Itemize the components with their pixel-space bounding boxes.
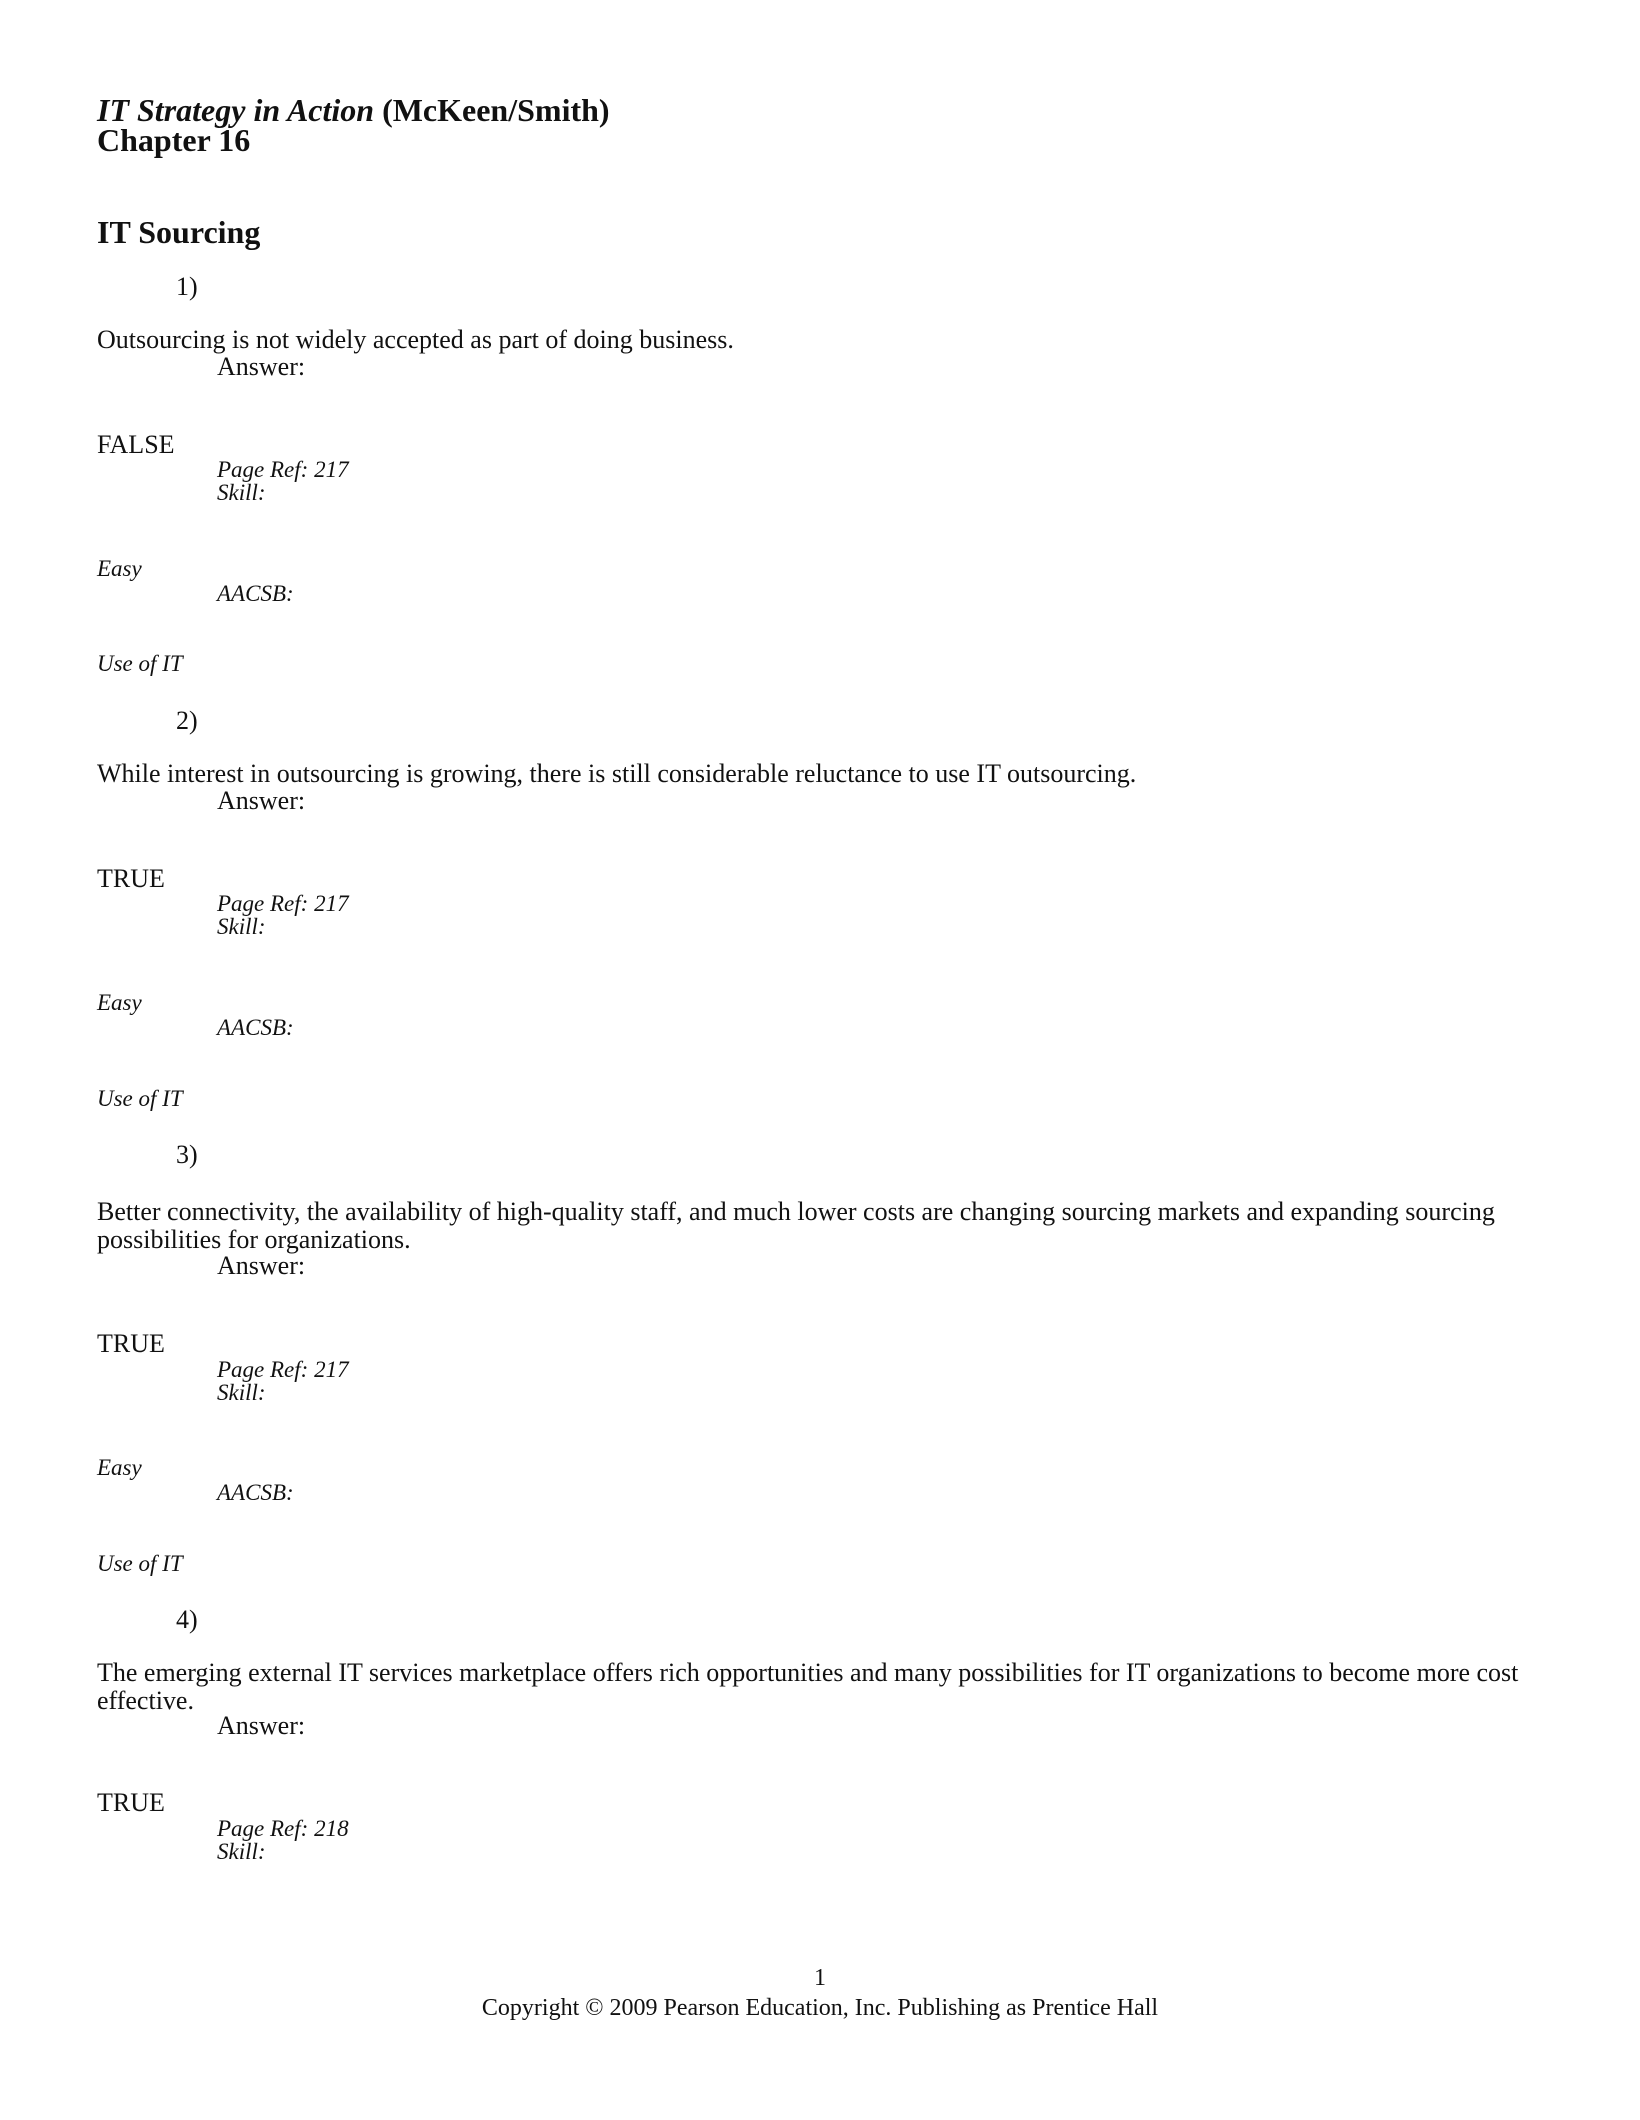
question-text: The emerging external IT services marketplace offers rich opportunities and many possibilities for IT organizations to become more cost effective.	[97, 1658, 1519, 1715]
skill-label: Skill:	[217, 1380, 266, 1405]
page-number: 1	[814, 1965, 826, 1991]
skill-value: Easy	[97, 1455, 142, 1480]
page-ref: Page Ref: 218	[217, 1816, 349, 1841]
skill-label: Skill:	[217, 480, 266, 505]
skill-label: Skill:	[217, 914, 266, 939]
answer-label: Answer:	[217, 1251, 306, 1280]
aacsb-label: AACSB:	[217, 581, 294, 606]
answer-value: FALSE	[97, 430, 175, 459]
aacsb-value: Use of IT	[97, 651, 183, 676]
question-number: 3)	[176, 1140, 198, 1169]
aacsb-value: Use of IT	[97, 1086, 183, 1111]
question-text: Better connectivity, the availability of high-quality staff, and much lower costs are changing sourcing markets and expanding sourcing possibilities for organizations.	[97, 1197, 1495, 1254]
answer-label: Answer:	[217, 352, 306, 381]
answer-value: TRUE	[97, 1329, 165, 1358]
skill-label: Skill:	[217, 1839, 266, 1864]
question-number: 1)	[176, 272, 198, 301]
question-text: Outsourcing is not widely accepted as part of doing business.	[97, 325, 734, 354]
section-heading: IT Sourcing	[97, 214, 261, 250]
question-number: 4)	[176, 1605, 198, 1634]
question-number: 2)	[176, 706, 198, 735]
copyright-notice: Copyright © 2009 Pearson Education, Inc. Publishing as Prentice Hall	[481, 1995, 1159, 2021]
book-authors: (McKeen/Smith)	[374, 92, 610, 128]
book-title-italic: IT Strategy in Action	[97, 92, 375, 128]
skill-value: Easy	[97, 990, 142, 1015]
page-ref: Page Ref: 217	[217, 891, 349, 916]
aacsb-value: Use of IT	[97, 1551, 183, 1576]
aacsb-label: AACSB:	[217, 1015, 294, 1040]
question-text: While interest in outsourcing is growing, there is still considerable reluctance to use IT outsourcing.	[97, 759, 1137, 788]
answer-label: Answer:	[217, 1711, 306, 1740]
skill-value: Easy	[97, 556, 142, 581]
answer-value: TRUE	[97, 864, 165, 893]
answer-value: TRUE	[97, 1788, 165, 1817]
answer-label: Answer:	[217, 786, 306, 815]
page-ref: Page Ref: 217	[217, 457, 349, 482]
aacsb-label: AACSB:	[217, 1480, 294, 1505]
chapter-heading: Chapter 16	[97, 122, 251, 158]
page-ref: Page Ref: 217	[217, 1357, 349, 1382]
